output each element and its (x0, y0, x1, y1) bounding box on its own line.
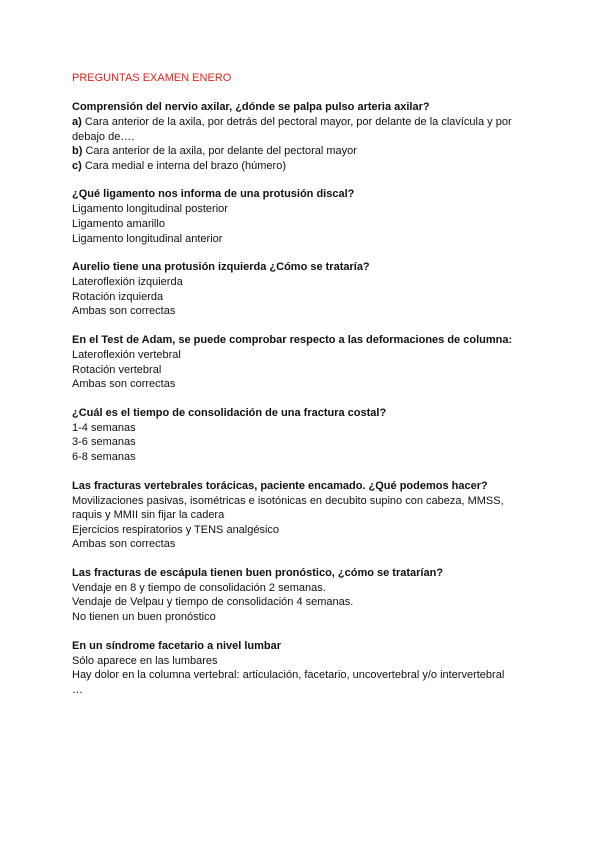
option-text: Rotación izquierda (72, 290, 164, 303)
answer-option (72, 494, 532, 523)
answer-option (72, 421, 532, 436)
answer-option (72, 610, 532, 625)
option-text: Ligamento longitudinal posterior (72, 203, 228, 216)
question-text: ¿Cuál es el tiempo de consolidación de una fractura costal? (72, 406, 387, 419)
option-text: Vendaje en 8 y tiempo de consolidación 2 semanas. (72, 581, 326, 594)
answer-option (72, 537, 532, 552)
question-text: Aurelio tiene una protusión izquierda ¿Cómo se trataría? (72, 261, 370, 274)
answer-option (72, 290, 532, 305)
question-block (72, 333, 532, 392)
answer-option (72, 159, 532, 174)
answer-option (72, 275, 532, 290)
option-text: Lateroflexión vertebral (72, 348, 181, 361)
answer-option (72, 450, 532, 465)
option-text: Cara anterior de la axila, por detrás del pectoral mayor, por delante de la clavícula y por debajo de…. (72, 116, 512, 143)
option-letter: b) (72, 145, 83, 158)
question-text: ¿Qué ligamento nos informa de una protusión discal? (72, 188, 355, 201)
option-text: Rotación vertebral (72, 363, 162, 376)
option-text: Ligamento amarillo (72, 217, 165, 230)
option-text: … (72, 683, 83, 696)
question-list (72, 100, 532, 711)
question-block (72, 187, 532, 246)
option-text: Ejercicios respiratorios y TENS analgésico (72, 523, 280, 536)
option-text: 1-4 semanas (72, 421, 136, 434)
option-text: Ambas son correctas (72, 378, 176, 391)
question-block (72, 566, 532, 625)
answer-option (72, 654, 532, 669)
option-text: Movilizaciones pasivas, isométricas e isotónicas en decubito supino con cabeza, MMSS, raquis y MMII sin fijar la cadera (72, 494, 504, 522)
answer-option (72, 232, 532, 247)
question-block (72, 260, 532, 319)
option-letter: c) (72, 159, 82, 172)
option-text: 6-8 semanas (72, 450, 136, 463)
question-block (72, 100, 532, 173)
option-text: 3-6 semanas (72, 436, 136, 449)
question-block (72, 639, 532, 698)
option-text: Ligamento longitudinal anterior (72, 232, 223, 245)
answer-option (72, 595, 532, 610)
answer-option (72, 683, 532, 698)
option-text: Ambas son correctas (72, 305, 176, 318)
question-text: En un síndrome facetario a nivel lumbar (72, 639, 282, 652)
question-block (72, 406, 532, 465)
question-text: En el Test de Adam, se puede comprobar respecto a las deformaciones de columna: (72, 333, 513, 346)
answer-option (72, 217, 532, 232)
answer-option (72, 144, 532, 159)
answer-option (72, 377, 532, 392)
answer-option (72, 668, 532, 683)
page-title: PREGUNTAS EXAMEN ENERO (72, 72, 232, 84)
option-letter: a) (72, 116, 82, 128)
option-text: Vendaje de Velpau y tiempo de consolidación 4 semanas. (72, 596, 354, 609)
answer-option (72, 202, 532, 217)
option-text: Ambas son correctas (72, 538, 176, 551)
option-text: Hay dolor en la columna vertebral: articulación, facetario, uncovertebral y/o intervertebral (72, 669, 505, 682)
answer-option (72, 304, 532, 319)
answer-option (72, 581, 532, 596)
answer-option (72, 435, 532, 450)
question-text: Las fracturas vertebrales torácicas, paciente encamado. ¿Qué podemos hacer? (72, 479, 488, 492)
option-text: Sólo aparece en las lumbares (72, 654, 218, 667)
answer-option (72, 363, 532, 378)
answer-option (72, 523, 532, 538)
answer-option (72, 348, 532, 363)
option-text: Cara anterior de la axila, por delante del pectoral mayor (82, 145, 357, 158)
option-text: Cara medial e interna del brazo (húmero) (81, 159, 286, 172)
question-text: Las fracturas de escápula tienen buen pronóstico, ¿cómo se tratarían? (72, 566, 444, 579)
question-text: Comprensión del nervio axilar, ¿dónde se palpa pulso arteria axilar? (72, 101, 430, 113)
option-text: No tienen un buen pronóstico (72, 611, 216, 624)
option-text: Lateroflexión izquierda (72, 276, 183, 289)
answer-option (72, 115, 532, 144)
question-block (72, 479, 532, 552)
